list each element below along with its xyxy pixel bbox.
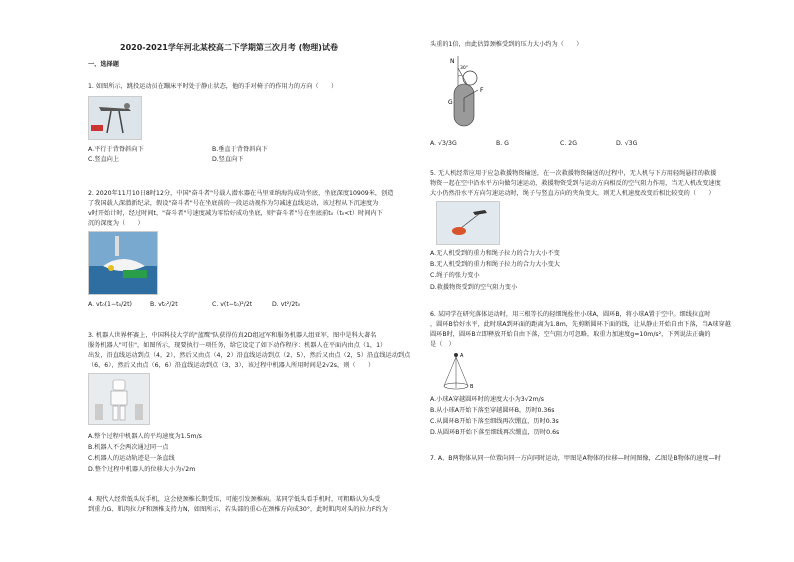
- q3-stem-line-1: 3. 机器人世界杯赛上，中国科技大学的"蓝鹰"队获得仿真2D组冠军和服务机器人组亚军，图中是科大著名: [88, 332, 377, 339]
- q1-option-c: C.竖直向上: [88, 156, 120, 163]
- q4-option-d: D. √3G: [616, 140, 638, 147]
- q2-option-c: C. v(t−t₀)²/2t: [212, 301, 253, 308]
- q4-option-b: B. G: [496, 140, 509, 147]
- q5-stem-line-1: 5. 无人机经常应用于应急救援物资输送，在一次救援物资输送的过程中，无人机与下方用轻绳悬挂的救援: [430, 170, 717, 177]
- q6-option-c: C.从圆环B开始下落至细线再次绷直，历时0.3s: [430, 418, 559, 425]
- q3-option-c: C.机器人的运动轨迹是一条直线: [88, 455, 175, 462]
- q5-drone-photo: [436, 201, 500, 245]
- q4-option-a: A. √3/3G: [430, 140, 457, 147]
- q6-ring-diagram: [436, 350, 476, 396]
- q2-stem-line-1: 2. 2020年11月10日8时12分，中国"奋斗者"号载人潜水器在马里亚纳海沟成功坐底，坐底深度10909米，创造: [88, 190, 394, 197]
- q2-stem-line-2: 了我国载人深潜新纪录，假设"奋斗者"号在坐底前的一段运动视作为匀减速直线运动，该过程从下沉速度为: [88, 200, 379, 207]
- q3-option-d: D.整个过程中机器人的位移大小为√2m: [88, 466, 196, 473]
- q6-label-a: A: [460, 353, 464, 359]
- q2-stem-line-3: v时开始计时，经过时间t，"奋斗者"号速度减为零恰好成功坐底，则"奋斗者"号在坐底前t₀（t₀<t）时间内下: [88, 210, 383, 217]
- q5-option-b: B.无人机受到的重力和绳子拉力的合力大小变大: [430, 261, 560, 268]
- q5-stem-line-2: 物资一起在空中沿水平方向做匀速运动，救援物资受到与运动方向相反的空气阻力作用，当无人机改变速度: [430, 180, 721, 187]
- q6-option-d: D.从圆环B开始下落至细线再次绷直，历时0.6s: [430, 429, 560, 436]
- q2-stem-line-4: 沉的深度为（ ）: [88, 220, 144, 227]
- q5-option-a: A.无人机受到的重力和绳子拉力的合力大小不变: [430, 250, 560, 257]
- q3-option-a: A.整个过程中机器人的平均速度为1.5m/s: [88, 433, 202, 440]
- q1-option-b: B.垂直于背脊斜向下: [212, 146, 268, 153]
- q1-option-d: D.竖直向下: [212, 156, 244, 163]
- q4-label-n: N: [450, 58, 455, 65]
- q4-label-angle: 30°: [460, 66, 468, 71]
- q4-label-g: G: [448, 99, 453, 106]
- q2-submarine-photo: [88, 231, 158, 295]
- q2-option-a: A. vt₀(1−t₀/2t): [88, 301, 132, 308]
- q1-photo: [88, 96, 142, 140]
- q4-option-c: C. 2G: [560, 140, 577, 147]
- q3-stem-line-2: 服务机器人"可佳"，如图所示，现要执行一项任务，给它设定了如下动作程序：机器人在平面内由点（1，1）: [88, 342, 387, 349]
- section-heading: 一、选择题: [88, 61, 119, 68]
- q3-option-b: B.机器人不会两次通过同一点: [88, 444, 169, 451]
- q2-option-d: D. vt²/2t₀: [272, 301, 301, 308]
- q7-stem: 7. A、B两物体从同一位置向同一方向同时运动，甲图是A物体的位移—时间图像，乙图是B物体的速度—时: [430, 455, 721, 462]
- q6-stem-line-1: 6. 某同学在研究落体运动时，用三根等长的轻细绳拴住小球A，圆环B，将小球A置于空中。细线拉直时: [430, 311, 711, 318]
- q6-label-b: B: [470, 384, 474, 390]
- q3-robot-photo: [88, 373, 150, 425]
- q4-label-f: F: [480, 87, 484, 94]
- q3-stem-line-4: （6，6），然后又由点（6，6）沿直线运动到点（3，3），该过程中机器人所用时间是2√2s，则（ ）: [88, 362, 375, 369]
- q2-option-b: B. vt₀²/2t: [150, 301, 178, 308]
- q6-option-b: B.从小球A开始下落至穿越圆环B，历时0.36s: [430, 407, 555, 414]
- q4-head-diagram: [440, 54, 496, 138]
- q1-option-a: A.平行于背脊斜向下: [88, 146, 144, 153]
- q4-stem-line-2: 到重力G、肌肉拉力F和颈椎支持力N，如图所示，若头部的重心在颈椎方向成30°，此时肌肉对头的拉力F约为: [88, 506, 388, 513]
- q4-stem-line-1: 4. 现代人经常低头玩手机，这会使颈椎长期受压，可能引发颈椎病。某同学低头看手机时，可粗略认为头受: [88, 496, 381, 503]
- q5-option-d: D.救援物资受到的空气阻力变小: [430, 284, 518, 291]
- q1-stem: 1. 如图所示，跳投运动员在蹦床平时处于静止状态，他的手对椅子的作用力的方向（ ）: [88, 83, 338, 90]
- q6-stem-line-2: ，圆环B恰好水平，此时球A到环面的距离为1.8m，先剪断圆环下面的线，让从静止开始自由下落，当A球穿越: [430, 321, 731, 328]
- q5-option-c: C.绳子的张力变小: [430, 272, 480, 279]
- q6-stem-line-4: 是（ ）: [430, 341, 455, 348]
- q3-stem-line-3: 出发，沿直线运动到点（4，2），然后又由点（4，2）沿直线运动到点（2，5），然后又由点（2，5）沿直线运动到点: [88, 352, 411, 359]
- q6-option-a: A.小球A穿越圆环时的速度大小为3√2m/s: [430, 396, 544, 403]
- q5-stem-line-3: 大小仍然沿水平方向匀速运动时，绳子与竖直方向的夹角变大，则无人机速度改变后相比较变的（ ）: [430, 190, 715, 197]
- q6-stem-line-3: 圆环B时，圆环B立即释放开始自由下落，空气阻力可忽略，取重力加速度g=10m/s²，下列说法正确的: [430, 331, 711, 338]
- q4-stem-continued: 头重的1倍，由此估算颈椎受到的压力大小约为（ ）: [430, 41, 583, 48]
- paper-title: 2020-2021学年河北某校高二下学期第三次月考 (物理)试卷: [120, 43, 338, 52]
